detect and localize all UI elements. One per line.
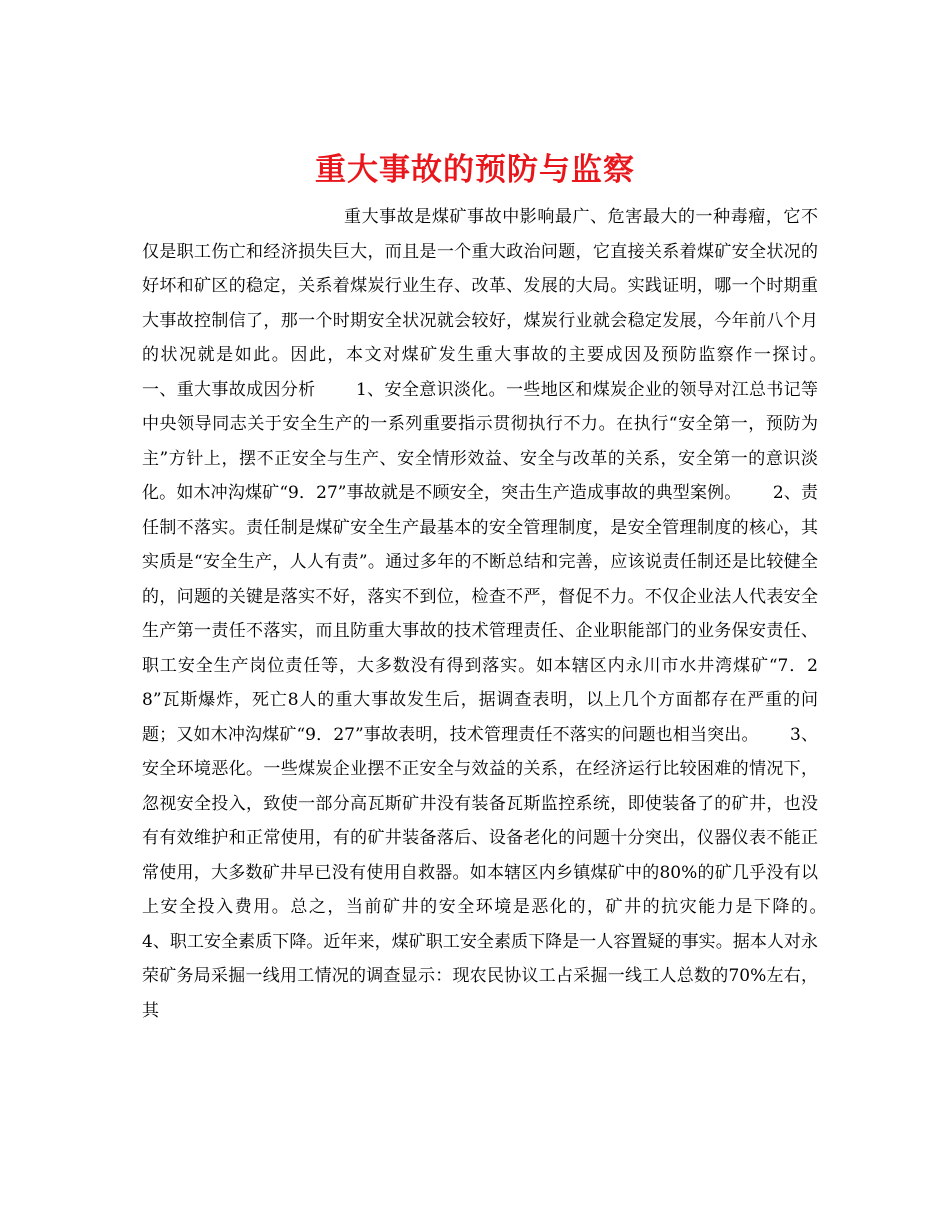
document-title: 重大事故的预防与监察 [315,151,635,188]
document-body-paragraph: 重大事故是煤矿事故中影响最广、危害最大的一种毒瘤，它不仅是职工伤亡和经济损失巨大，而且是一个重大政治问题，它直接关系着煤矿安全状况的好坏和矿区的稳定，关系着煤炭行业生存、改革、发展的大局。实践证明，哪一个时期重大事故控制信了，那一个时期安全状况就会较好，煤炭行业就会稳定发展，今年前八个月的状况就是如此。因此，本文对煤矿发生重大事故的主要成因及预防监察作一探讨。 一、重大事故成因分析 1、安全意识淡化。一些地区和煤炭企业的领导对江总书记等中央领导同志关于安全生产的一系列重要指示贯彻执行不力。在执行“安全第一，预防为主”方针上，摆不正安全与生产、安全情形效益、安全与改革的关系，安全第一的意识淡化。如木冲沟煤矿“9．27”事故就是不顾安全，突击生产造成事故的典型案例。 2、责任制不落实。责任制是煤矿安全生产最基本的安全管理制度，是安全管理制度的核心，其实质是“安全生产，人人有责”。通过多年的不断总结和完善，应该说责任制还是比较健全的，问题的关键是落实不好，落实不到位，检查不严，督促不力。不仅企业法人代表安全生产第一责任不落实，而且防重大事故的技术管理责任、企业职能部门的业务保安责任、职工安全生产岗位责任等，大多数没有得到落实。如本辖区内永川市水井湾煤矿“7．28”瓦斯爆炸，死亡8人的重大事故发生后，据调查表明，以上几个方面都存在严重的问题；又如木冲沟煤矿“9．27”事故表明，技术管理责任不落实的问题也相当突出。 3、安全环境恶化。一些煤炭企业摆不正安全与效益的关系，在经济运行比较困难的情况下，忽视安全投入，致使一部分高瓦斯矿井没有装备瓦斯监控系统，即使装备了的矿井，也没有有效维护和正常使用，有的矿井装备落后、设备老化的问题十分突出，仪器仪表不能正常使用，大多数矿井早已没有使用自救器。如本辖区内乡镇煤矿中的80%的矿几乎没有以上安全投入费用。总之，当前矿井的安全环境是恶化的，矿井的抗灾能力是下降的。 4、职工安全素质下降。近年来，煤矿职工安全素质下降是一人容置疑的事实。据本人对永荣矿务局采掘一线用工情况的调查显示：现农民协议工占采掘一线工人总数的70%左右，其 [142,207,858,1021]
